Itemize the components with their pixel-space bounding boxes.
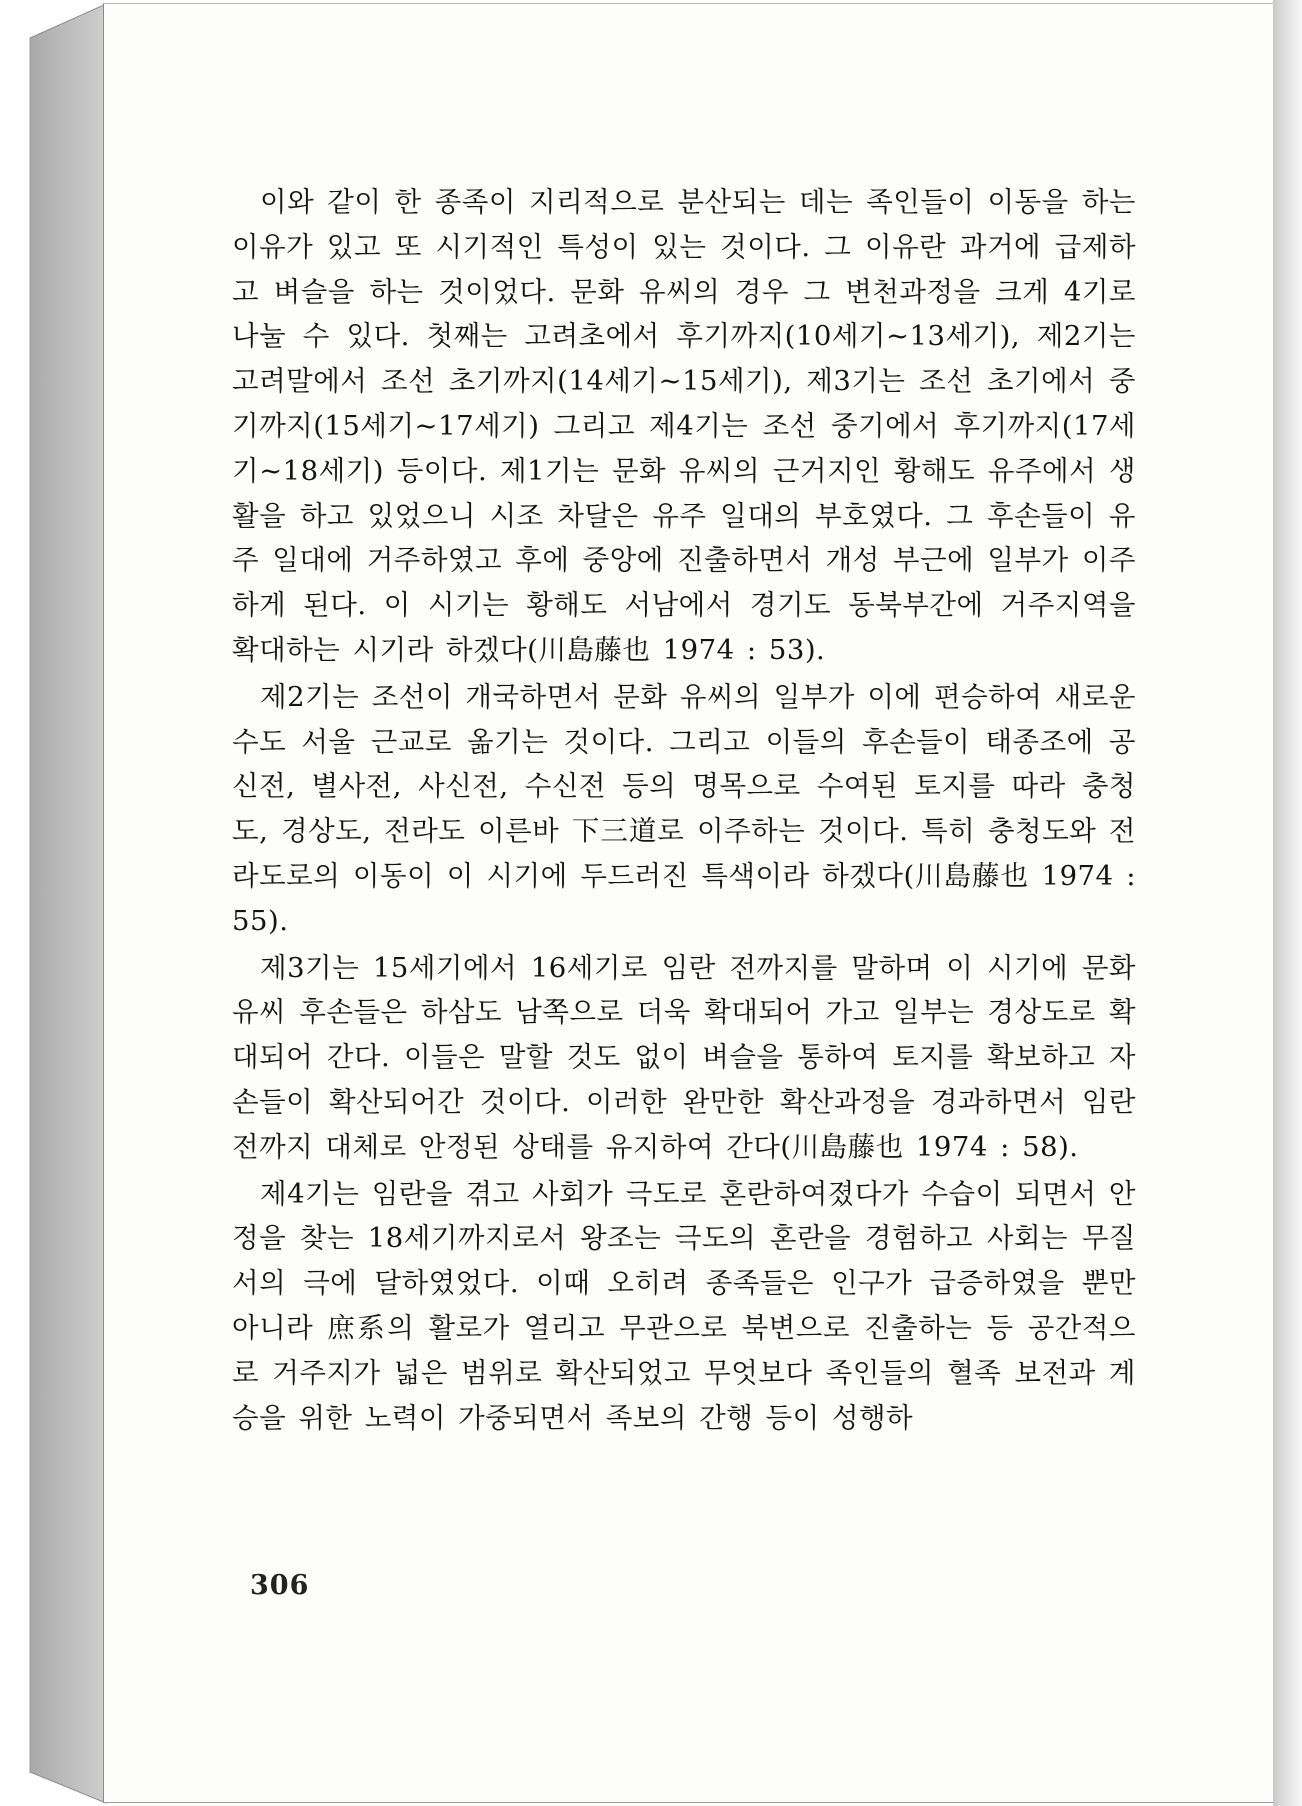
paragraph-text: 제2기는 조선이 개국하면서 문화 유씨의 일부가 이에 편승하여 새로운 수도 서울 근교로 옮기는 것이다. 그리고 이들의 후손들이 태종조에 공신전, 별사전, 사신전, 수신전 등의 명목으로 수여된 토지를 따라 충청도, 경상도, 전라도 이른바 下三道로 이주하는 것이다. 특히 충청도와 전라도로의 이동이 이 시기에 두드러진 특색이라 하겠다(川島藤也 1974 : 55). (232, 680, 1136, 937)
book-spine (0, 0, 110, 1806)
page-body-text (232, 180, 1136, 1440)
paragraph-text: 제4기는 임란을 겪고 사회가 극도로 혼란하여졌다가 수습이 되면서 안정을 찾는 18세기까지로서 왕조는 극도의 혼란을 경험하고 사회는 무질서의 극에 달하였었다. 이때 오히려 종족들은 인구가 급증하였을 뿐만 아니라 庶系의 활로가 열리고 무관으로 북변으로 진출하는 등 공간적으로 거주지가 넓은 범위로 확산되었고 무엇보다 족인들의 혈족 보전과 계승을 위한 노력이 가중되면서 족보의 간행 등이 성행하 (232, 1177, 1136, 1434)
paragraph (232, 946, 1136, 1170)
page-edge-shadow (1273, 0, 1302, 1806)
paragraph (232, 675, 1136, 944)
page-number: 306 (250, 1570, 310, 1601)
paragraph-text: 제3기는 15세기에서 16세기로 임란 전까지를 말하며 이 시기에 문화 유씨 후손들은 하삼도 남쪽으로 더욱 확대되어 가고 일부는 경상도로 확대되어 간다. 이들은 말할 것도 없이 벼슬을 통하여 토지를 확보하고 자손들이 확산되어간 것이다. 이러한 완만한 확산과정을 경과하면서 임란 전까지 대체로 안정된 상태를 유지하여 간다(川島藤也 1974 : 58). (232, 951, 1136, 1163)
paragraph (232, 180, 1136, 673)
paragraph (232, 1172, 1136, 1441)
paragraph-text: 이와 같이 한 종족이 지리적으로 분산되는 데는 족인들이 이동을 하는 이유가 있고 또 시기적인 특성이 있는 것이다. 그 이유란 과거에 급제하고 벼슬을 하는 것이었다. 문화 유씨의 경우 그 변천과정을 크게 4기로 나눌 수 있다. 첫째는 고려초에서 후기까지(10세기~13세기), 제2기는 고려말에서 조선 초기까지(14세기~15세기), 제3기는 조선 초기에서 중기까지(15세기~17세기) 그리고 제4기는 조선 중기에서 후기까지(17세기~18세기) 등이다. 제1기는 문화 유씨의 근거지인 황해도 유주에서 생활을 하고 있었으니 시조 차달은 유주 일대의 부호였다. 그 후손들이 유주 일대에 거주하였고 후에 중앙에 진출하면서 개성 부근에 일부가 이주하게 된다. 이 시기는 황해도 서남에서 경기도 동북부간에 거주지역을 확대하는 시기라 하겠다(川島藤也 1974 : 53). (232, 186, 1136, 666)
